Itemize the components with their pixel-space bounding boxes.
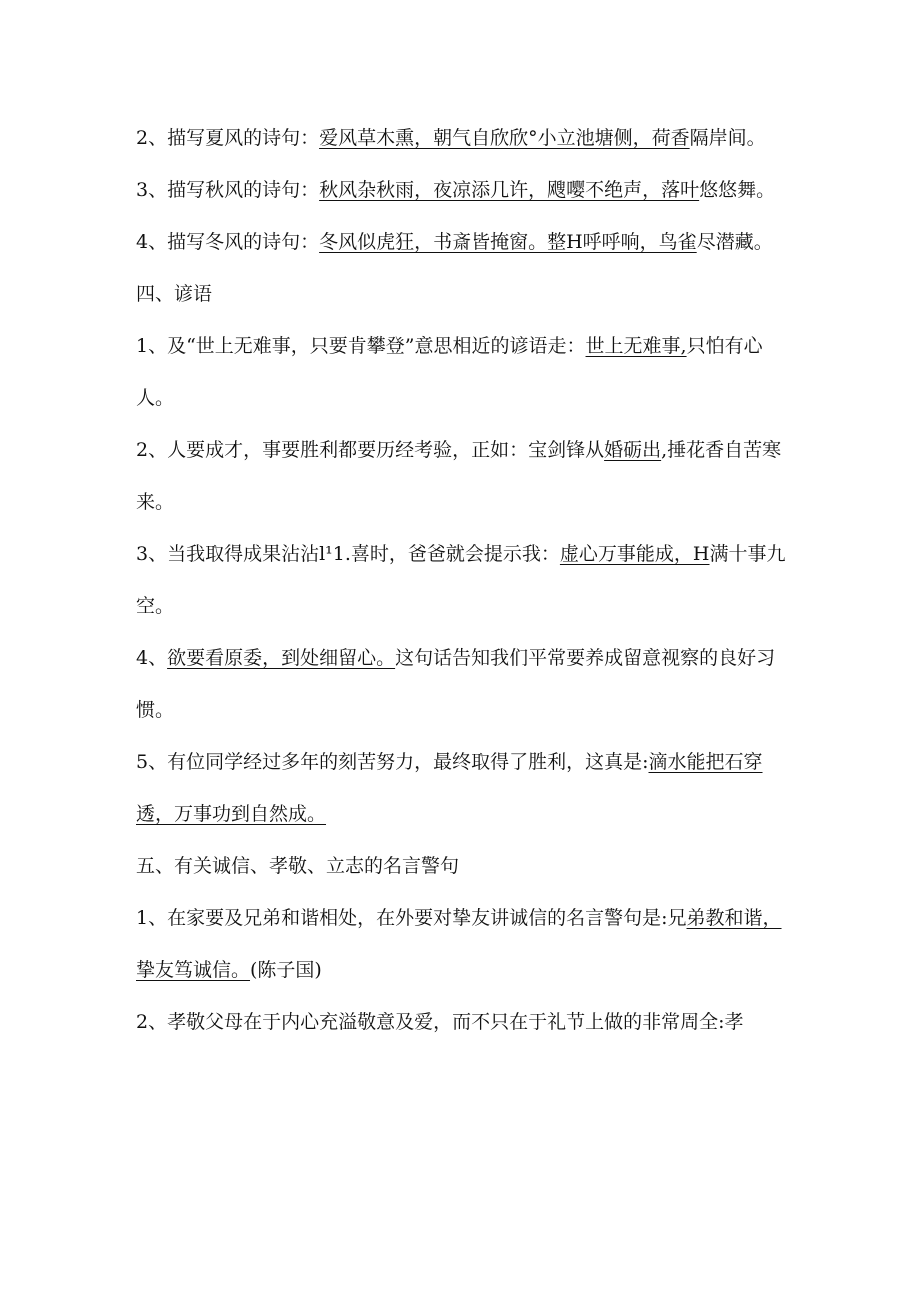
- proverb-item-3: [136, 528, 791, 632]
- proverb-item-4: [136, 632, 791, 736]
- item-prompt: 在家要及兄弟和谐相处，在外要对挚友讲诚信的名言警句是:兄: [167, 907, 687, 929]
- item-number: 5、: [136, 751, 168, 773]
- item-number: 2、: [136, 127, 168, 149]
- item-tail: 只怕有心人。: [136, 335, 763, 409]
- item-tail: 这句话告知我们平常要养成留意视察的良好习惯。: [136, 647, 776, 721]
- item-number: 2、: [136, 1011, 168, 1033]
- underlined-answer: 虚心万事能成，H: [559, 543, 710, 565]
- underlined-answer: 爱风草木熏，朝气自欣欣°小立池塘侧，荷香: [319, 127, 690, 149]
- item-number: 1、: [136, 335, 168, 357]
- item-number: 1、: [136, 907, 168, 929]
- item-prompt: 及“世上无难事，只要肯攀登”意思相近的谚语走：: [167, 335, 586, 357]
- item-prompt: 描写秋风的诗句：: [167, 179, 320, 201]
- item-prompt: 有位同学经过多年的刻苦努力，最终取得了胜利，这真是:: [167, 751, 649, 773]
- item-prompt: 当我取得成果沾沾l¹1.喜时，爸爸就会提示我：: [167, 543, 560, 565]
- winter-wind-poem-item: [136, 216, 791, 268]
- underlined-answer: 欲要看原委，到处细留心。: [167, 647, 396, 669]
- item-number: 3、: [136, 543, 168, 565]
- item-prompt: 描写冬风的诗句：: [167, 231, 320, 253]
- item-tail: 尽潜藏。: [696, 231, 773, 253]
- item-tail: 悠悠舞。: [699, 179, 776, 201]
- item-number: 4、: [136, 647, 168, 669]
- autumn-wind-poem-item: [136, 164, 791, 216]
- underlined-answer: 世上无难事,: [585, 335, 687, 357]
- summer-wind-poem-item: [136, 112, 791, 164]
- item-tail: (陈子国): [250, 959, 322, 981]
- section-heading-quotes: 五、有关诚信、孝敬、立志的名言警句: [136, 855, 460, 877]
- document-page: [136, 112, 791, 1048]
- item-prompt: 描写夏风的诗句：: [167, 127, 320, 149]
- item-number: 2、: [136, 439, 168, 461]
- section-heading-proverbs: 四、谚语: [136, 283, 213, 305]
- item-tail: ,捶花香自苦寒来。: [136, 439, 782, 513]
- quote-item-2: [136, 996, 791, 1048]
- item-tail: 满十事九空。: [136, 543, 786, 617]
- underlined-answer: 滴水能把石穿透，万事功到自然成。: [136, 751, 763, 825]
- proverb-item-2: [136, 424, 791, 528]
- proverb-item-1: [136, 320, 791, 424]
- quote-item-1: [136, 892, 791, 996]
- item-tail: 隔岸间。: [689, 127, 766, 149]
- underlined-answer: 冬风似虎狂，书斎皆掩窗。整H呼呼响，鸟雀: [319, 231, 697, 253]
- item-prompt: 孝敬父母在于内心充溢敬意及爱，而不只在于礼节上做的非常周全:孝: [167, 1011, 744, 1033]
- item-number: 4、: [136, 231, 168, 253]
- proverb-item-5: [136, 736, 791, 840]
- underlined-answer: 秋风杂秋雨，夜凉添几许，飕嘤不绝声，落叶: [319, 179, 700, 201]
- item-prompt: 人要成才，事要胜利都要历经考验，正如：宝剑锋从: [167, 439, 605, 461]
- underlined-answer: 弟教和谐，挚友笃诚信。: [136, 907, 782, 981]
- item-number: 3、: [136, 179, 168, 201]
- underlined-answer: 婚砺出: [604, 439, 662, 461]
